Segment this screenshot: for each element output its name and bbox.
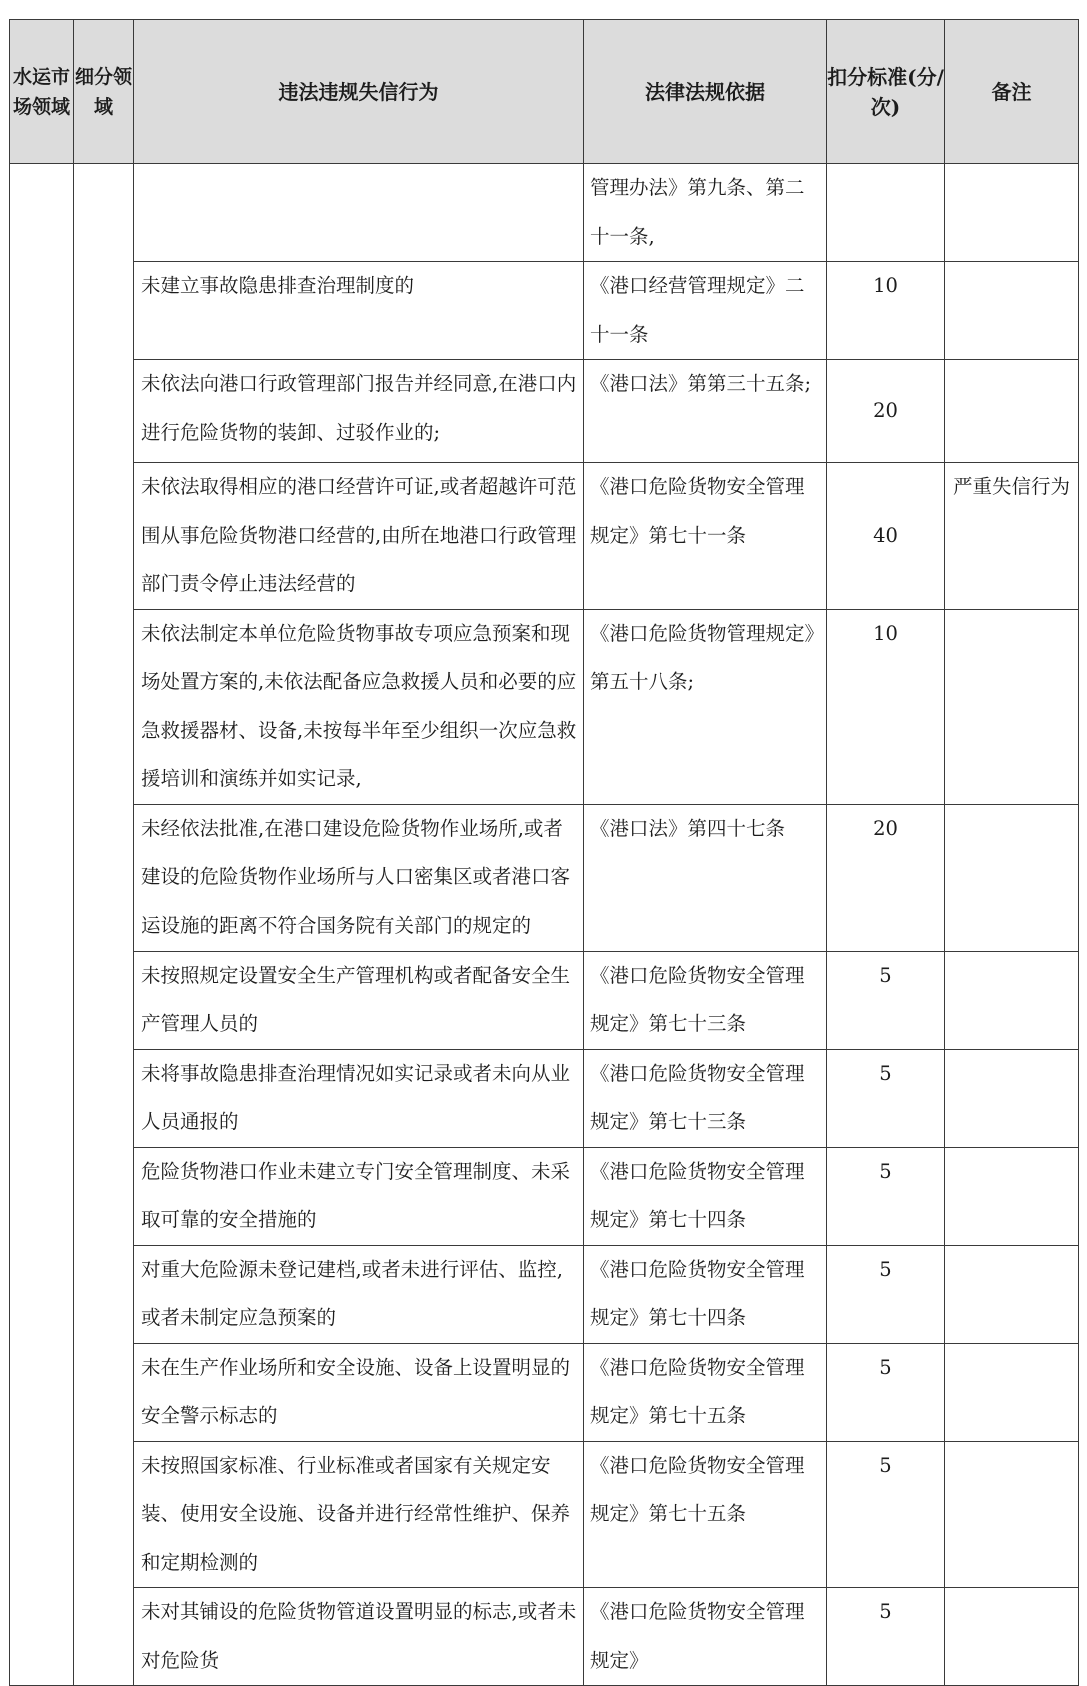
table-row: [10, 1147, 1079, 1245]
remark-cell: [945, 1588, 1079, 1686]
domain-cell: [10, 164, 74, 1686]
behavior-cell: 未在生产作业场所和安全设施、设备上设置明显的安全警示标志的: [134, 1343, 584, 1441]
remark-cell: 严重失信行为: [945, 463, 1079, 610]
header-behavior: 违法违规失信行为: [134, 20, 584, 164]
table-row: [10, 360, 1079, 463]
score-cell: 10: [827, 262, 945, 360]
basis-cell: 《港口危险货物安全管理规定》第七十四条: [584, 1245, 827, 1343]
behavior-cell: 未依法向港口行政管理部门报告并经同意,在港口内进行危险货物的装卸、过驳作业的;: [134, 360, 584, 463]
score-cell: 5: [827, 1147, 945, 1245]
remark-cell: [945, 609, 1079, 804]
score-cell: 20: [827, 804, 945, 951]
basis-cell: 《港口法》第四十七条: [584, 804, 827, 951]
table-row: [10, 164, 1079, 262]
behavior-cell: 未依法制定本单位危险货物事故专项应急预案和现场处置方案的,未依法配备应急救援人员和必要的应急救援器材、设备,未按每半年至少组织一次应急救援培训和演练并如实记录,: [134, 609, 584, 804]
behavior-cell: [134, 164, 584, 262]
score-cell: 5: [827, 1245, 945, 1343]
basis-cell: 《港口危险货物安全管理规定》第七十五条: [584, 1343, 827, 1441]
header-subdomain: 细分领域: [74, 20, 134, 164]
score-cell: 20: [827, 360, 945, 463]
score-cell: [827, 164, 945, 262]
behavior-cell: 对重大危险源未登记建档,或者未进行评估、监控,或者未制定应急预案的: [134, 1245, 584, 1343]
table-row: [10, 609, 1079, 804]
table-row: [10, 1343, 1079, 1441]
subdomain-cell: [74, 164, 134, 1686]
basis-cell: 《港口危险货物管理规定》第五十八条;: [584, 609, 827, 804]
remark-cell: [945, 262, 1079, 360]
score-cell: 40: [827, 463, 945, 610]
behavior-cell: 未建立事故隐患排查治理制度的: [134, 262, 584, 360]
table-row: [10, 1245, 1079, 1343]
basis-cell: 管理办法》第九条、第二十一条,: [584, 164, 827, 262]
score-cell: 5: [827, 1441, 945, 1588]
basis-cell: 《港口危险货物安全管理规定》第七十三条: [584, 1049, 827, 1147]
behavior-cell: 未按照规定设置安全生产管理机构或者配备安全生产管理人员的: [134, 951, 584, 1049]
header-domain: 水运市场领域: [10, 20, 74, 164]
table-row: [10, 1588, 1079, 1686]
table-row: [10, 262, 1079, 360]
score-cell: 5: [827, 1343, 945, 1441]
header-basis: 法律法规依据: [584, 20, 827, 164]
basis-cell: 《港口危险货物安全管理规定》第七十五条: [584, 1441, 827, 1588]
behavior-cell: 未对其铺设的危险货物管道设置明显的标志,或者未对危险货: [134, 1588, 584, 1686]
table-row: [10, 1049, 1079, 1147]
score-cell: 10: [827, 609, 945, 804]
table-row: [10, 804, 1079, 951]
header-remark: 备注: [945, 20, 1079, 164]
behavior-cell: 未依法取得相应的港口经营许可证,或者超越许可范围从事危险货物港口经营的,由所在地港口行政管理部门责令停止违法经营的: [134, 463, 584, 610]
basis-cell: 《港口危险货物安全管理规定》第七十一条: [584, 463, 827, 610]
table-row: [10, 463, 1079, 610]
remark-cell: [945, 1343, 1079, 1441]
remark-cell: [945, 360, 1079, 463]
behavior-cell: 未按照国家标准、行业标准或者国家有关规定安装、使用安全设施、设备并进行经常性维护、保养和定期检测的: [134, 1441, 584, 1588]
remark-cell: [945, 1245, 1079, 1343]
behavior-cell: 危险货物港口作业未建立专门安全管理制度、未采取可靠的安全措施的: [134, 1147, 584, 1245]
behavior-cell: 未经依法批准,在港口建设危险货物作业场所,或者建设的危险货物作业场所与人口密集区或者港口客运设施的距离不符合国务院有关部门的规定的: [134, 804, 584, 951]
basis-cell: 《港口法》第第三十五条;: [584, 360, 827, 463]
table-row: [10, 1441, 1079, 1588]
header-score: 扣分标准(分/次): [827, 20, 945, 164]
remark-cell: [945, 164, 1079, 262]
remark-cell: [945, 1441, 1079, 1588]
remark-cell: [945, 951, 1079, 1049]
score-cell: 5: [827, 951, 945, 1049]
basis-cell: 《港口危险货物安全管理规定》第七十三条: [584, 951, 827, 1049]
basis-cell: 《港口经营管理规定》二十一条: [584, 262, 827, 360]
remark-cell: [945, 1147, 1079, 1245]
score-cell: 5: [827, 1588, 945, 1686]
behavior-cell: 未将事故隐患排查治理情况如实记录或者未向从业人员通报的: [134, 1049, 584, 1147]
header-row: [10, 20, 1079, 164]
score-cell: 5: [827, 1049, 945, 1147]
basis-cell: 《港口危险货物安全管理规定》: [584, 1588, 827, 1686]
remark-cell: [945, 804, 1079, 951]
remark-cell: [945, 1049, 1079, 1147]
violation-table: [9, 19, 1079, 1686]
basis-cell: 《港口危险货物安全管理规定》第七十四条: [584, 1147, 827, 1245]
table-row: [10, 951, 1079, 1049]
